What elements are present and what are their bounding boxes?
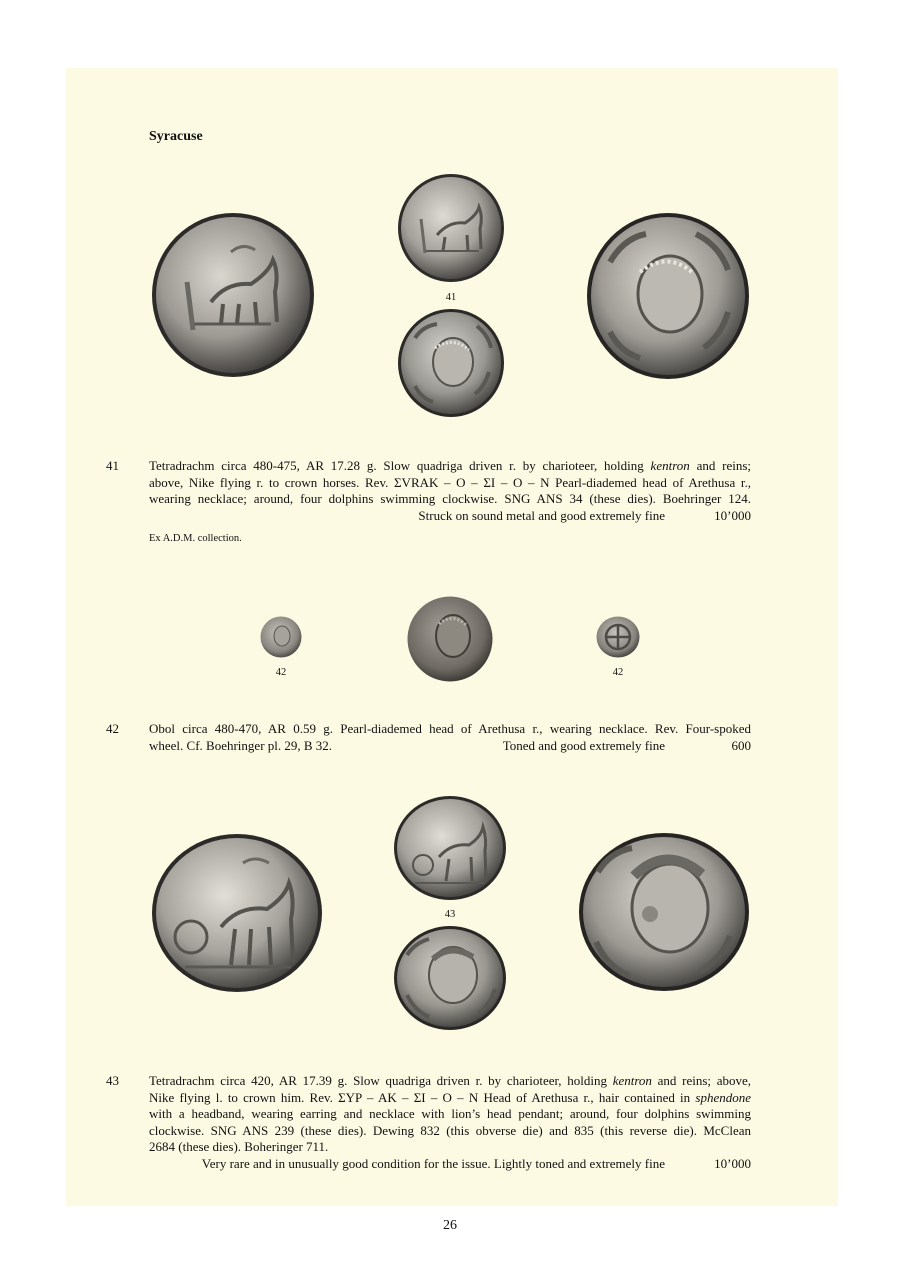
coin-42-obverse-small	[260, 616, 302, 658]
coin-43-obverse-small	[393, 795, 507, 901]
figure-label-42-left: 42	[275, 667, 287, 678]
lot-43-line4: clockwise. SNG ANS 239 (these dies). Dewing 832 (this obverse die) and 835 (this reverse die). McClean	[149, 1122, 751, 1138]
lot-43-price: 10’000	[714, 1155, 751, 1171]
coin-43-reverse-large	[578, 832, 750, 992]
coin-41-obverse-small	[397, 173, 505, 283]
coin-42-obverse-enlarged	[407, 596, 493, 682]
lot-43-line1-a: Tetradrachm circa 420, AR 17.39 g. Slow quadriga driven r. by charioteer, holding	[149, 1073, 613, 1088]
lot-43-line3: with a headband, wearing earring and necklace with lion’s head pendant; around, four dolphins swimming	[149, 1106, 751, 1121]
lot-43-description	[149, 1073, 751, 1172]
lot-42-condition: Toned and good extremely fine	[502, 737, 665, 753]
lot-43-number: 43	[106, 1073, 119, 1088]
lot-43-line5: 2684 (these dies). Boheringer 711.	[149, 1139, 329, 1154]
lot-43-line2-italic: sphendone	[695, 1089, 751, 1105]
lot-43-line1-italic: kentron	[612, 1073, 652, 1088]
lot-43-valuation	[149, 1156, 751, 1173]
coin-42-reverse-small	[596, 616, 640, 658]
lot-42-description	[149, 721, 751, 754]
lot-41-line2: above, Nike flying r. to crown horses. Rev. ΣVRAK – O – ΣI – O – N Pearl-diademed head of Arethusa r.,	[149, 474, 751, 490]
page-number: 26	[443, 1218, 457, 1233]
lot-43-line2-a: Nike flying l. to crown him. Rev. ΣYP – AK – ΣI – O – N Head of Arethusa r., hair contained in	[149, 1089, 696, 1105]
lot-41-valuation	[149, 508, 751, 525]
lot-43-line1-b: and reins; above,	[651, 1073, 751, 1088]
coin-41-obverse-large	[151, 212, 315, 378]
lot-42-line1: Obol circa 480-470, AR 0.59 g. Pearl-diademed head of Arethusa r., wearing necklace. Rev. Four-spoked	[149, 721, 751, 736]
lot-41-line1-a: Tetradrachm circa 480-475, AR 17.28 g. Slow quadriga driven r. by charioteer, holding	[149, 458, 651, 473]
lot-41-line1-b: and reins;	[689, 458, 751, 473]
lot-42-line2: wheel. Cf. Boehringer pl. 29, B 32.	[149, 737, 333, 753]
section-title: Syracuse	[149, 129, 203, 144]
lot-41-number: 41	[106, 458, 119, 473]
figure-label-43: 43	[444, 909, 456, 920]
lot-43-condition: Very rare and in unusually good condition for the issue. Lightly toned and extremely fine	[201, 1155, 665, 1171]
lot-41-description	[149, 458, 751, 524]
coin-41-reverse-large	[586, 212, 750, 380]
figure-label-41: 41	[445, 292, 457, 303]
coin-43-obverse-large	[151, 833, 323, 993]
lot-41-provenance: Ex A.D.M. collection.	[149, 533, 242, 544]
lot-42-price: 600	[731, 737, 751, 753]
lot-41-line3: wearing necklace; around, four dolphins swimming clockwise. SNG ANS 34 (these dies). Boehringer 124.	[149, 491, 751, 506]
lot-41-condition: Struck on sound metal and good extremely fine	[418, 507, 665, 523]
coin-41-reverse-small	[397, 308, 505, 418]
lot-41-line1-italic: kentron	[650, 458, 690, 473]
lot-41-price: 10’000	[714, 507, 751, 523]
coin-43-reverse-small	[393, 925, 507, 1031]
lot-42-number: 42	[106, 721, 119, 736]
figure-label-42-right: 42	[612, 667, 624, 678]
